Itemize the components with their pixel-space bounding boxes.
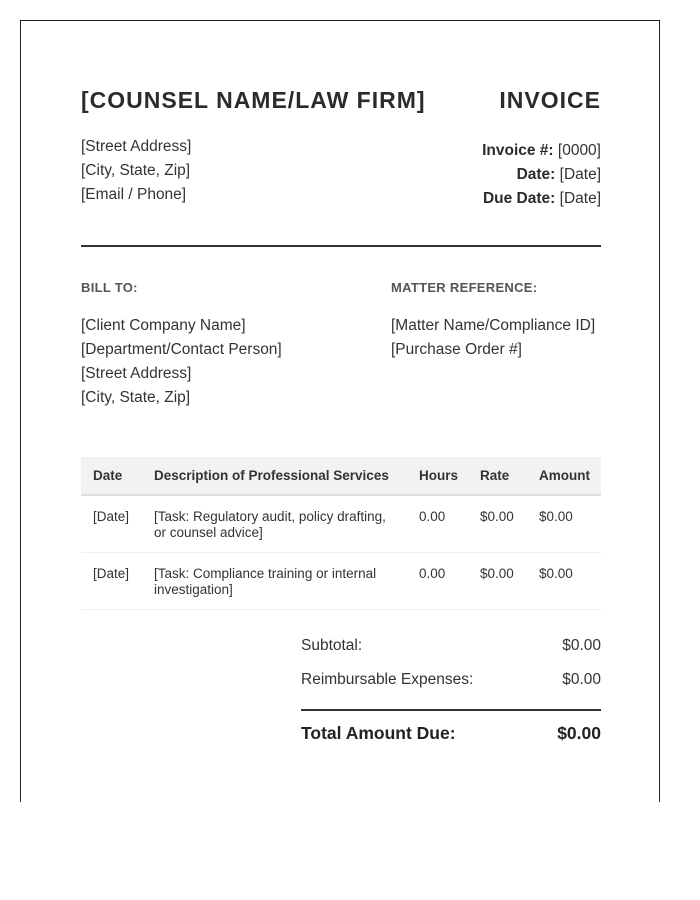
column-header-date: Date — [81, 457, 142, 495]
subtotal-label: Subtotal: — [301, 637, 363, 654]
total-due-label: Total Amount Due: — [301, 723, 456, 743]
firm-name: [COUNSEL NAME/LAW FIRM] — [81, 87, 426, 113]
column-header-rate: Rate — [468, 457, 527, 495]
row-amount: $0.00 — [527, 553, 601, 610]
purchase-order: [Purchase Order #] — [391, 341, 522, 358]
row-date: [Date] — [81, 495, 142, 553]
invoice-number-value: [0000] — [557, 142, 601, 159]
invoice-due-date-label: Due Date: — [482, 190, 556, 207]
totals-section — [301, 637, 601, 743]
bill-to-city: [City, State, Zip] — [81, 389, 191, 406]
invoice-page — [20, 20, 660, 802]
column-header-description: Description of Professional Services — [142, 457, 407, 495]
table-header-row — [81, 457, 601, 495]
invoice-date-label: Date: — [516, 166, 556, 183]
document-title: INVOICE — [499, 87, 601, 113]
row-amount: $0.00 — [527, 495, 601, 553]
table-row — [81, 495, 601, 553]
invoice-date-value: [Date] — [559, 166, 601, 183]
expenses-row — [301, 671, 601, 705]
firm-address — [81, 135, 191, 207]
invoice-number — [482, 139, 601, 163]
expenses-value: $0.00 — [562, 671, 601, 688]
matter-reference-block — [391, 314, 595, 362]
row-rate: $0.00 — [468, 553, 527, 610]
matter-reference-label: MATTER REFERENCE: — [391, 280, 538, 295]
invoice-date — [482, 163, 601, 187]
invoice-header — [81, 87, 601, 117]
bill-to-contact: [Department/Contact Person] — [81, 341, 282, 358]
table-row — [81, 553, 601, 610]
firm-contact: [Email / Phone] — [81, 186, 187, 203]
row-description: [Task: Regulatory audit, policy drafting, or counsel advice] — [142, 495, 407, 553]
services-table — [81, 457, 601, 610]
invoice-meta — [482, 139, 601, 211]
firm-street: [Street Address] — [81, 138, 192, 155]
row-rate: $0.00 — [468, 495, 527, 553]
matter-name: [Matter Name/Compliance ID] — [391, 317, 596, 334]
total-due-row — [301, 723, 601, 753]
bill-to-street: [Street Address] — [81, 365, 192, 382]
row-date: [Date] — [81, 553, 142, 610]
expenses-label: Reimbursable Expenses: — [301, 671, 474, 688]
row-hours: 0.00 — [407, 495, 468, 553]
invoice-number-label: Invoice #: — [482, 142, 554, 159]
invoice-due-date — [482, 187, 601, 211]
firm-city: [City, State, Zip] — [81, 162, 191, 179]
bill-to-block — [81, 314, 282, 410]
header-divider — [81, 245, 601, 247]
row-description: [Task: Compliance training or internal investigation] — [142, 553, 407, 610]
services-table-header — [81, 457, 601, 495]
subtotal-value: $0.00 — [562, 637, 601, 654]
totals-divider — [301, 709, 601, 711]
column-header-amount: Amount — [527, 457, 601, 495]
bill-to-label: BILL TO: — [81, 280, 138, 295]
row-hours: 0.00 — [407, 553, 468, 610]
bill-to-company: [Client Company Name] — [81, 317, 246, 334]
invoice-due-date-value: [Date] — [559, 190, 601, 207]
subtotal-row — [301, 637, 601, 671]
services-table-body — [81, 495, 601, 610]
total-due-value: $0.00 — [557, 723, 601, 743]
column-header-hours: Hours — [407, 457, 468, 495]
